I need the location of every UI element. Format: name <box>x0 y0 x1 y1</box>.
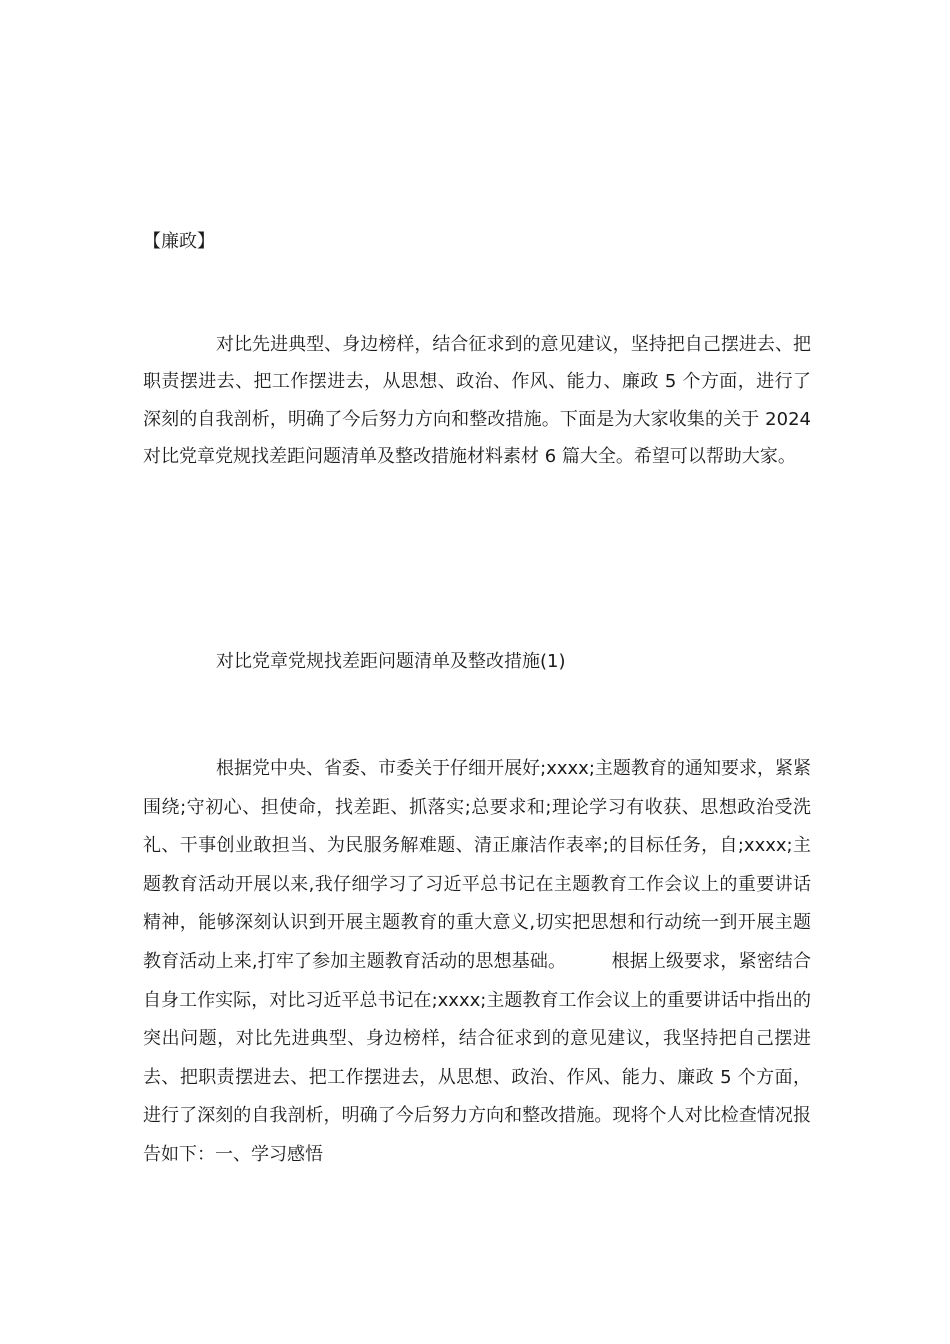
body-paragraph: 根据党中央、省委、市委关于仔细开展好;xxxx;主题教育的通知要求，紧紧围绕;守初心、担使命，找差距、抓落实;总要求和;理论学习有收获、思想政治受洗礼、干事创业敢担当、为民服务解难题、清正廉洁作表率;的目标任务，自;xxxx;主题教育活动开展以来,我仔细学习了习近平总书记在主题教育工作会议上的重要讲话精神，能够深刻认识到开展主题教育的重大意义,切实把思想和行动统一到开展主题教育活动上来,打牢了参加主题教育活动的思想基础。 根据上级要求，紧密结合自身工作实际，对比习近平总书记在;xxxx;主题教育工作会议上的重要讲话中指出的突出问题，对比先进典型、身边榜样，结合征求到的意见建议，我坚持把自己摆进去、把职责摆进去、把工作摆进去，从思想、政治、作风、能力、廉政 5 个方面，进行了深刻的自我剖析，明确了今后努力方向和整改措施。现将个人对比检查情况报告如下：一、学习感悟 <box>143 758 811 1165</box>
intro-paragraph: 对比先进典型、身边榜样，结合征求到的意见建议，坚持把自己摆进去、把职责摆进去、把工作摆进去，从思想、政治、作风、能力、廉政 5 个方面，进行了深刻的自我剖析，明确了今后努力方向和整改措施。下面是为大家收集的关于 2024 对比党章党规找差距问题清单及整改措施材料素材 6 篇大全。希望可以帮助大家。 <box>143 334 811 468</box>
category-tag: 【廉政】 <box>143 231 215 252</box>
section-title: 对比党章党规找差距问题清单及整改措施(1) <box>216 651 566 672</box>
